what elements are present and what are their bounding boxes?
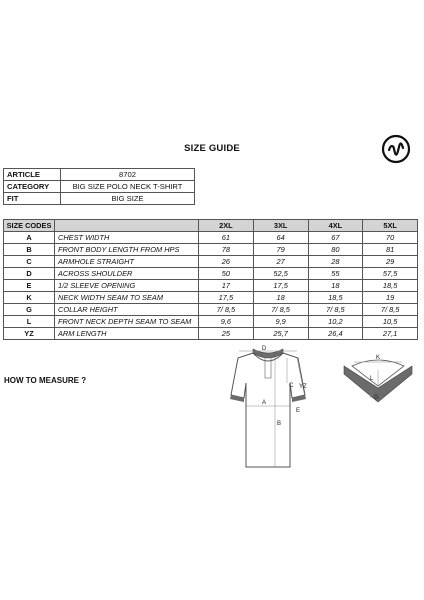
size-table-header — [4, 220, 418, 232]
measurement-description: ARM LENGTH — [55, 328, 199, 340]
size-value: 26 — [199, 256, 254, 268]
size-code: B — [4, 244, 55, 256]
label-d: D — [262, 346, 267, 352]
measurement-description: CHEST WIDTH — [55, 232, 199, 244]
size-value: 7/ 8,5 — [363, 304, 418, 316]
info-row — [4, 193, 195, 205]
size-value: 81 — [363, 244, 418, 256]
size-value: 18 — [308, 280, 363, 292]
size-value: 9,9 — [253, 316, 308, 328]
size-value: 61 — [199, 232, 254, 244]
size-value: 57,5 — [363, 268, 418, 280]
size-value: 55 — [308, 268, 363, 280]
size-code: G — [4, 304, 55, 316]
size-code: A — [4, 232, 55, 244]
measurement-description: COLLAR HEIGHT — [55, 304, 199, 316]
size-value: 52,5 — [253, 268, 308, 280]
size-row — [4, 244, 418, 256]
size-code: E — [4, 280, 55, 292]
size-value: 17 — [199, 280, 254, 292]
size-value: 7/ 8,5 — [199, 304, 254, 316]
size-value: 18,5 — [308, 292, 363, 304]
label-c: C — [289, 383, 294, 389]
shirt-outline-icon — [230, 349, 306, 467]
size-value: 27 — [253, 256, 308, 268]
size-value: 7/ 8,5 — [253, 304, 308, 316]
info-key: FIT — [4, 193, 61, 205]
label-g: G — [374, 395, 379, 401]
page-title: SIZE GUIDE — [184, 143, 240, 154]
size-value: 17,5 — [199, 292, 254, 304]
info-value: 8702 — [61, 169, 195, 181]
size-code: YZ — [4, 328, 55, 340]
size-table — [3, 219, 418, 340]
label-e: E — [296, 408, 301, 414]
measurement-description: 1/2 SLEEVE OPENING — [55, 280, 199, 292]
size-value: 79 — [253, 244, 308, 256]
label-a: A — [262, 400, 267, 406]
header-size-codes: SIZE CODES — [4, 220, 55, 232]
size-row — [4, 268, 418, 280]
size-row — [4, 280, 418, 292]
size-value: 28 — [308, 256, 363, 268]
size-value: 10,2 — [308, 316, 363, 328]
header-description — [55, 220, 199, 232]
label-l: L — [370, 376, 374, 382]
info-value: BIG SIZE POLO NECK T-SHIRT — [61, 181, 195, 193]
header-size-2xl: 2XL — [199, 220, 254, 232]
article-info-table — [3, 168, 195, 205]
measurement-description: FRONT NECK DEPTH SEAM TO SEAM — [55, 316, 199, 328]
size-value: 18 — [253, 292, 308, 304]
measurement-description: ACROSS SHOULDER — [55, 268, 199, 280]
brand-logo-icon — [381, 134, 411, 164]
header-size-4xl: 4XL — [308, 220, 363, 232]
size-row — [4, 292, 418, 304]
size-code: C — [4, 256, 55, 268]
how-to-measure-heading: HOW TO MEASURE ? — [4, 376, 87, 385]
size-value: 67 — [308, 232, 363, 244]
size-value: 9,6 — [199, 316, 254, 328]
measurement-description: FRONT BODY LENGTH FROM HPS — [55, 244, 199, 256]
size-value: 18,5 — [363, 280, 418, 292]
size-value: 78 — [199, 244, 254, 256]
size-value: 29 — [363, 256, 418, 268]
size-value: 26,4 — [308, 328, 363, 340]
measurement-description: NECK WIDTH SEAM TO SEAM — [55, 292, 199, 304]
measurement-description: ARMHOLE STRAIGHT — [55, 256, 199, 268]
size-value: 25,7 — [253, 328, 308, 340]
collar-measure-diagram — [340, 350, 416, 404]
info-key: CATEGORY — [4, 181, 61, 193]
size-value: 17,5 — [253, 280, 308, 292]
info-row — [4, 169, 195, 181]
size-code: L — [4, 316, 55, 328]
size-value: 80 — [308, 244, 363, 256]
size-value: 10,5 — [363, 316, 418, 328]
size-value: 50 — [199, 268, 254, 280]
size-code: K — [4, 292, 55, 304]
size-code: D — [4, 268, 55, 280]
size-row — [4, 256, 418, 268]
size-value: 19 — [363, 292, 418, 304]
size-row — [4, 328, 418, 340]
info-row — [4, 181, 195, 193]
size-value: 70 — [363, 232, 418, 244]
header-size-3xl: 3XL — [253, 220, 308, 232]
size-row — [4, 316, 418, 328]
size-value: 25 — [199, 328, 254, 340]
header-size-5xl: 5XL — [363, 220, 418, 232]
info-value: BIG SIZE — [61, 193, 195, 205]
polo-shirt-measure-diagram — [225, 343, 311, 472]
size-value: 7/ 8,5 — [308, 304, 363, 316]
label-yz: YZ — [299, 384, 307, 390]
info-key: ARTICLE — [4, 169, 61, 181]
size-row — [4, 232, 418, 244]
label-k: K — [375, 355, 381, 361]
size-value: 64 — [253, 232, 308, 244]
size-value: 27,1 — [363, 328, 418, 340]
label-b: B — [277, 421, 282, 427]
size-row — [4, 304, 418, 316]
